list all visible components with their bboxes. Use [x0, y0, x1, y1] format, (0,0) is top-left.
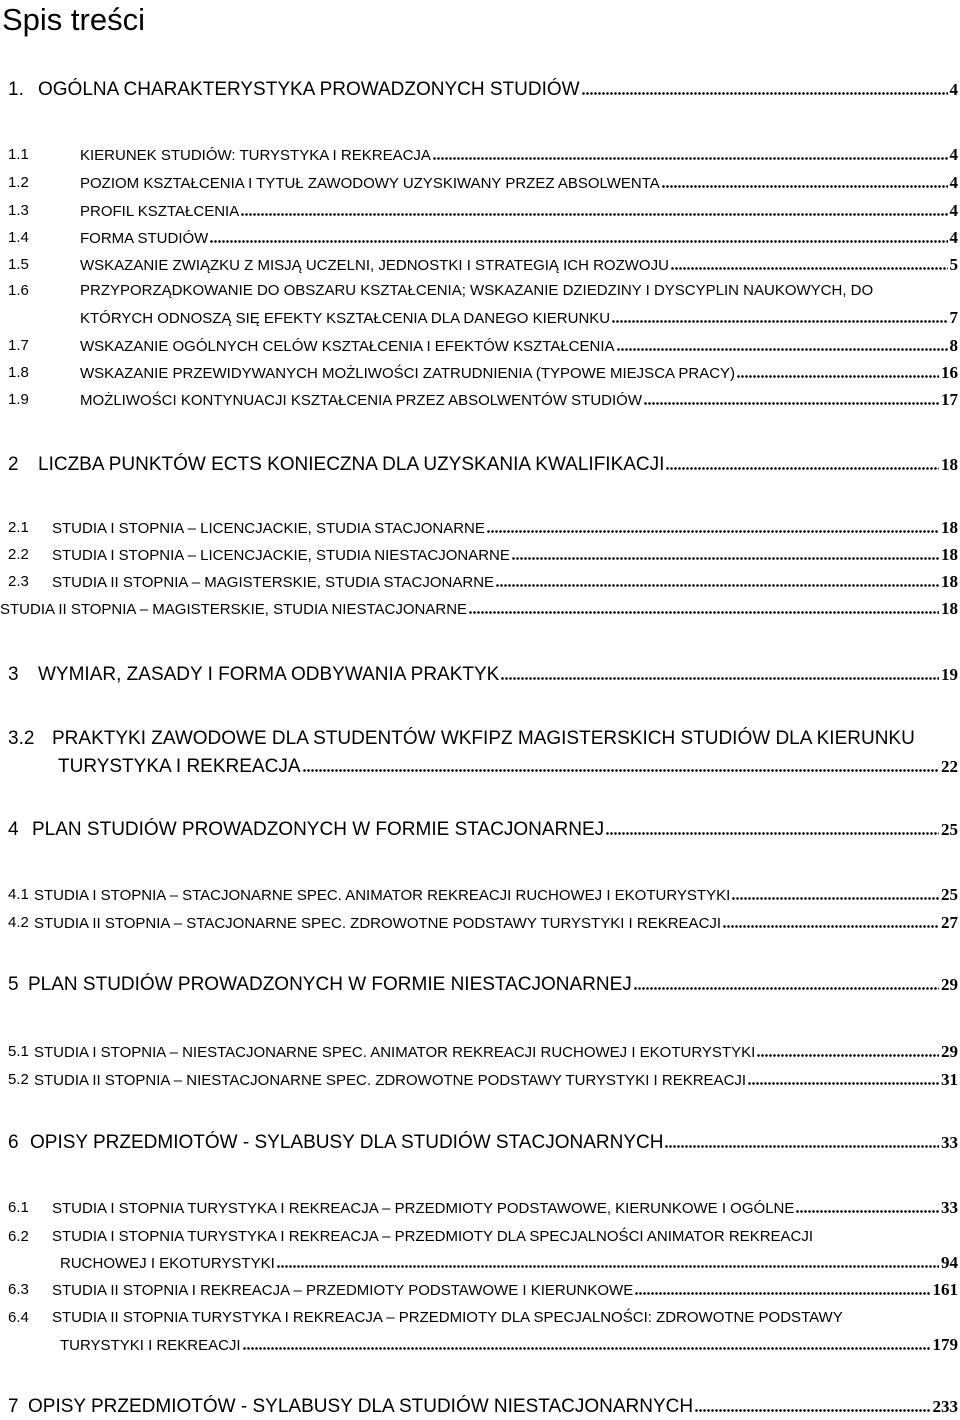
toc-entry-title: PRAKTYKI ZAWODOWE DLA STUDENTÓW WKFIPZ MAGISTERSKICH STUDIÓW DLA KIERUNKU	[52, 728, 915, 749]
toc-entry[interactable]	[0, 453, 958, 477]
toc-entry-page: 94	[941, 1253, 958, 1272]
dot-leader	[662, 185, 948, 188]
toc-entry-title: WYMIAR, ZASADY I FORMA ODBYWANIA PRAKTYK	[38, 664, 500, 685]
toc-entry-page: 16	[941, 363, 958, 382]
toc-entry[interactable]	[0, 144, 958, 166]
toc-entry-title: POZIOM KSZTAŁCENIA I TYTUŁ ZAWODOWY UZYSKIWANY PRZEZ ABSOLWENTA	[80, 175, 660, 192]
dot-leader	[666, 467, 939, 470]
dot-leader	[433, 157, 948, 160]
dot-leader	[695, 1409, 930, 1412]
toc-entry-title: LICZBA PUNKTÓW ECTS KONIECZNA DLA UZYSKANIA KWALIFIKACJI	[38, 454, 665, 475]
toc-entry[interactable]	[0, 663, 958, 687]
dot-leader	[512, 557, 939, 560]
toc-entry-title: STUDIA II STOPNIA I REKREACJA – PRZEDMIOTY PODSTAWOWE I KIERUNKOWE	[52, 1282, 634, 1299]
toc-entry-title-continuation: RUCHOWEJ I EKOTURYSTYKI	[60, 1255, 275, 1272]
toc-entry[interactable]	[0, 1041, 958, 1063]
toc-entry-number: 5	[8, 974, 19, 995]
toc-entry[interactable]	[0, 280, 958, 302]
toc-entry-page: 233	[932, 1397, 958, 1416]
toc-entry-page: 4	[949, 80, 958, 99]
toc-entry-page: 4	[949, 145, 958, 164]
toc-entry-title: STUDIA I STOPNIA TURYSTYKA I REKREACJA – PRZEDMIOTY DLA SPECJALNOŚCI ANIMATOR REKREACJI	[52, 1228, 814, 1245]
toc-entry-title: WSKAZANIE PRZEWIDYWANYCH MOŻLIWOŚCI ZATRUDNIENIA (TYPOWE MIEJSCA PRACY)	[80, 365, 736, 382]
toc-entry-title: WSKAZANIE ZWIĄZKU Z MISJĄ UCZELNI, JEDNOSTKI I STRATEGIĄ ICH ROZWOJU	[80, 257, 669, 274]
toc-entry[interactable]	[0, 818, 958, 842]
toc-entry-number: 1.8	[8, 364, 29, 381]
toc-entry-page: 4	[949, 228, 958, 247]
dot-leader	[665, 1145, 939, 1148]
toc-entry-number: 4.2	[8, 914, 29, 931]
toc-entry-number: 1.1	[8, 146, 29, 163]
toc-entry-title: STUDIA I STOPNIA – LICENCJACKIE, STUDIA NIESTACJONARNE	[52, 547, 510, 564]
dot-leader	[635, 1292, 930, 1295]
toc-entry-title: STUDIA I STOPNIA TURYSTYKA I REKREACJA – PRZEDMIOTY PODSTAWOWE, KIERUNKOWE I OGÓLNE	[52, 1200, 795, 1217]
toc-entry-number: 1.5	[8, 256, 29, 273]
toc-entry-title: STUDIA II STOPNIA TURYSTYKA I REKREACJA – PRZEDMIOTY DLA SPECJALNOŚCI: ZDROWOTNE PODSTAWY	[52, 1309, 843, 1326]
toc-entry[interactable]	[0, 973, 958, 997]
toc-entry[interactable]	[0, 227, 958, 249]
dot-leader	[243, 1347, 931, 1350]
toc-entry-title: STUDIA I STOPNIA – STACJONARNE SPEC. ANIMATOR REKREACJI RUCHOWEJ I EKOTURYSTYKI	[34, 887, 731, 904]
toc-entry-number: 1.9	[8, 391, 29, 408]
toc-entry-continuation[interactable]	[0, 755, 958, 779]
toc-entry[interactable]	[0, 1069, 958, 1091]
toc-entry-number: 2.2	[8, 546, 29, 563]
toc-entry-title: STUDIA II STOPNIA – NIESTACJONARNE SPEC. ZDROWOTNE PODSTAWY TURYSTYKI I REKREACJI	[34, 1072, 747, 1089]
dot-leader	[277, 1265, 939, 1268]
toc-entry[interactable]	[0, 571, 958, 593]
toc-entry[interactable]	[0, 389, 958, 411]
toc-entry[interactable]	[0, 598, 958, 620]
toc-entry-number: 7	[8, 1396, 19, 1417]
toc-entry[interactable]	[0, 254, 958, 276]
toc-entry-page: 7	[949, 308, 958, 327]
toc-entry-number: 6.4	[8, 1309, 29, 1326]
toc-entry-page: 8	[949, 336, 958, 355]
dot-leader	[303, 769, 940, 772]
toc-entry-title: OGÓLNA CHARAKTERYSTYKA PROWADZONYCH STUDIÓW	[38, 79, 580, 100]
toc-entry-page: 27	[941, 913, 958, 932]
toc-entry-number: 1.4	[8, 229, 29, 246]
toc-entry-number: 6	[8, 1132, 19, 1153]
toc-entry-page: 17	[941, 390, 958, 409]
dot-leader	[501, 677, 939, 680]
toc-entry[interactable]	[0, 362, 958, 384]
toc-entry-number: 6.1	[8, 1199, 29, 1216]
toc-entry-page: 33	[941, 1198, 958, 1217]
toc-entry-title-continuation: TURYSTYKA I REKREACJA	[58, 756, 301, 777]
toc-entry-page: 18	[941, 572, 958, 591]
toc-entry[interactable]	[0, 335, 958, 357]
toc-entry-number: 2.3	[8, 573, 29, 590]
toc-entry-page: 22	[941, 757, 958, 776]
dot-leader	[796, 1210, 939, 1213]
toc-entry-title-continuation: KTÓRYCH ODNOSZĄ SIĘ EFEKTY KSZTAŁCENIA DLA DANEGO KIERUNKU	[80, 310, 611, 327]
toc-entry[interactable]	[0, 544, 958, 566]
toc-entry[interactable]	[0, 172, 958, 194]
toc-entry-title: STUDIA II STOPNIA – STACJONARNE SPEC. ZDROWOTNE PODSTAWY TURYSTYKI I REKREACJI	[34, 915, 722, 932]
toc-entry-title: PLAN STUDIÓW PROWADZONYCH W FORMIE STACJONARNEJ	[32, 819, 605, 840]
toc-entry-number: 4.1	[8, 886, 29, 903]
toc-entry-page: 29	[941, 1042, 958, 1061]
toc-entry-title: STUDIA II STOPNIA – MAGISTERSKIE, STUDIA STACJONARNE	[52, 574, 495, 591]
dot-leader	[671, 267, 948, 270]
toc-entry-page: 19	[941, 665, 958, 684]
toc-entry-title: STUDIA I STOPNIA – NIESTACJONARNE SPEC. ANIMATOR REKREACJI RUCHOWEJ I EKOTURYSTYKI	[34, 1044, 756, 1061]
toc-entry-page: 18	[941, 599, 958, 618]
toc-entry[interactable]	[0, 1226, 958, 1248]
toc-entry-number: 2	[8, 454, 19, 475]
toc-entry-title: OPISY PRZEDMIOTÓW - SYLABUSY DLA STUDIÓW NIESTACJONARNYCH	[28, 1396, 694, 1417]
toc-entry-page: 161	[932, 1280, 958, 1299]
toc-entry-page: 25	[941, 885, 958, 904]
toc-entry-number: 2.1	[8, 519, 29, 536]
toc-entry-page: 4	[949, 173, 958, 192]
dot-leader	[241, 213, 947, 216]
toc-entry-title: MOŻLIWOŚCI KONTYNUACJI KSZTAŁCENIA PRZEZ ABSOLWENTÓW STUDIÓW	[80, 392, 642, 409]
toc-entry-number: 3	[8, 664, 19, 685]
toc-entry[interactable]	[0, 1131, 958, 1155]
toc-entry-page: 4	[949, 201, 958, 220]
toc-entry-number: 1.3	[8, 202, 29, 219]
dot-leader	[469, 611, 939, 614]
dot-leader	[582, 92, 948, 95]
page-title: Spis treści	[2, 2, 145, 37]
toc-entry-number: 1.6	[8, 282, 29, 299]
dot-leader	[737, 375, 939, 378]
toc-entry-number: 5.1	[8, 1043, 29, 1060]
toc-entry[interactable]	[0, 727, 958, 751]
toc-entry-number: 1.	[8, 79, 24, 100]
dot-leader	[723, 925, 939, 928]
toc-entry-page: 18	[941, 518, 958, 537]
toc-entry-number: 6.2	[8, 1228, 29, 1245]
toc-entry-page: 33	[941, 1133, 958, 1152]
toc-entry-page: 29	[941, 975, 958, 994]
dot-leader	[748, 1082, 939, 1085]
toc-entry-title: KIERUNEK STUDIÓW: TURYSTYKA I REKREACJA	[80, 147, 431, 164]
toc-entry-page: 179	[932, 1335, 958, 1354]
toc-entry-continuation[interactable]	[0, 1334, 958, 1356]
toc-entry-title-continuation: TURYSTYKI I REKREACJI	[60, 1337, 241, 1354]
toc-entry-number: 5.2	[8, 1071, 29, 1088]
dot-leader	[757, 1054, 939, 1057]
toc-entry[interactable]	[0, 78, 958, 102]
toc-entry-page: 31	[941, 1070, 958, 1089]
toc-entry[interactable]	[0, 1307, 958, 1329]
dot-leader	[612, 320, 947, 323]
toc-entry[interactable]	[0, 517, 958, 539]
toc-entry-title: STUDIA II STOPNIA – MAGISTERSKIE, STUDIA NIESTACJONARNE	[0, 601, 468, 618]
toc-entry-page: 25	[941, 820, 958, 839]
toc-entry-continuation[interactable]	[0, 307, 958, 329]
toc-entry[interactable]	[0, 1279, 958, 1301]
toc-entry-page: 18	[941, 545, 958, 564]
dot-leader	[732, 897, 939, 900]
dot-leader	[617, 348, 948, 351]
toc-entry-title: PRZYPORZĄDKOWANIE DO OBSZARU KSZTAŁCENIA; WSKAZANIE DZIEDZINY I DYSCYPLIN NAUKOWYCH, DO	[80, 282, 874, 299]
toc-entry[interactable]	[0, 912, 958, 934]
toc-entry[interactable]	[0, 200, 958, 222]
dot-leader	[606, 832, 939, 835]
toc-entry[interactable]	[0, 884, 958, 906]
toc-entry-title: PROFIL KSZTAŁCENIA	[80, 203, 240, 220]
dot-leader	[496, 584, 939, 587]
toc-entry-number: 3.2	[8, 728, 35, 749]
toc-entry-page: 18	[941, 455, 958, 474]
toc-entry-title: OPISY PRZEDMIOTÓW - SYLABUSY DLA STUDIÓW STACJONARNYCH	[30, 1132, 664, 1153]
toc-entry-number: 6.3	[8, 1281, 29, 1298]
toc-entry-title: FORMA STUDIÓW	[80, 230, 209, 247]
toc-entry-page: 5	[949, 255, 958, 274]
toc-entry-number: 4	[8, 819, 19, 840]
dot-leader	[644, 402, 939, 405]
dot-leader	[634, 987, 939, 990]
toc-entry-number: 1.7	[8, 337, 29, 354]
dot-leader	[487, 530, 939, 533]
toc-entry-title: STUDIA I STOPNIA – LICENCJACKIE, STUDIA STACJONARNE	[52, 520, 485, 537]
dot-leader	[210, 240, 947, 243]
toc-entry-number: 1.2	[8, 174, 29, 191]
toc-entry[interactable]	[0, 1197, 958, 1219]
toc-entry[interactable]	[0, 1395, 958, 1419]
toc-entry-title: PLAN STUDIÓW PROWADZONYCH W FORMIE NIESTACJONARNEJ	[28, 974, 632, 995]
toc-entry-title: WSKAZANIE OGÓLNYCH CELÓW KSZTAŁCENIA I EFEKTÓW KSZTAŁCENIA	[80, 338, 615, 355]
toc-entry-continuation[interactable]	[0, 1252, 958, 1274]
